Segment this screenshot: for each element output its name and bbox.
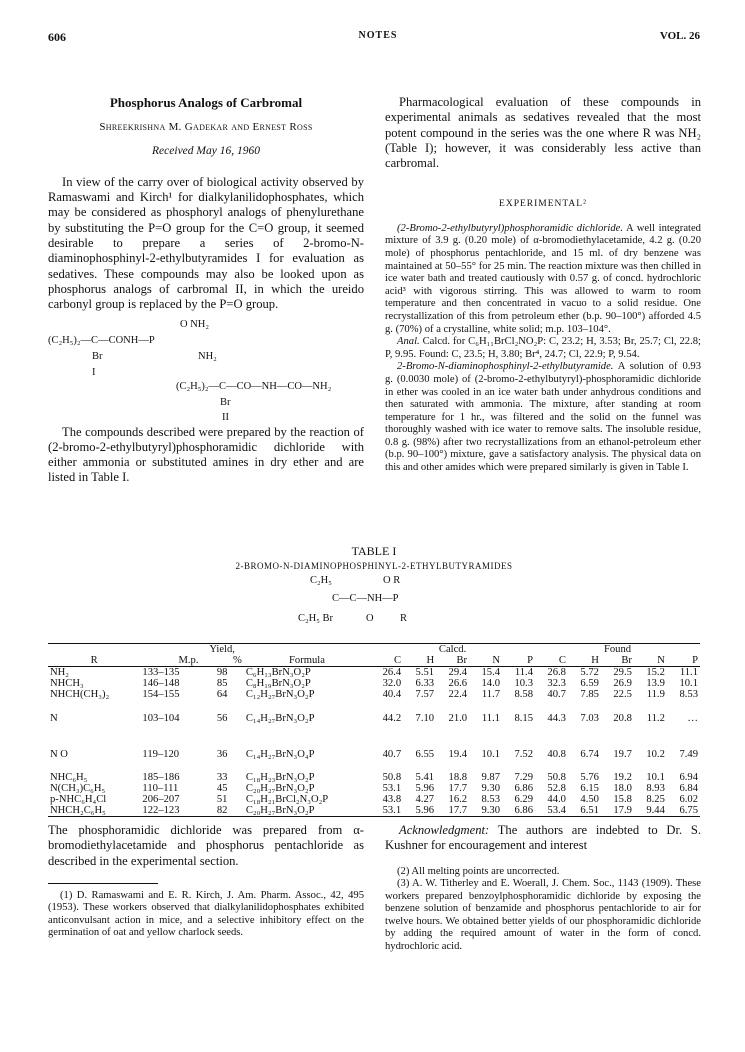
table-cell: 9.30: [481, 783, 501, 794]
table-cell: C₁₂H₂₇BrN₃O₂P: [245, 689, 315, 700]
table-cell: 17.7: [448, 805, 468, 816]
table-cell: 56: [216, 712, 228, 724]
table-cell: 17.7: [448, 783, 468, 794]
table-cell: C₆H₁₃BrN₃O₂P: [245, 667, 311, 678]
table-cell: 6.59: [580, 678, 599, 689]
table-cell: 7.85: [580, 689, 599, 700]
table-cell: 103–104: [142, 712, 180, 724]
article-title: Phosphorus Analogs of Carbromal: [109, 95, 303, 110]
table-cell: 9.30: [481, 805, 501, 816]
table-cell: 10.1: [646, 772, 665, 783]
running-head: NOTES: [358, 30, 398, 41]
table-cell: 40.7: [382, 748, 402, 760]
experimental-heading: EXPERIMENTAL²: [499, 199, 587, 210]
experimental-body: [385, 223, 701, 475]
table-cell: 15.2: [646, 667, 665, 678]
struct1-top: O NH₂: [180, 318, 210, 330]
table-cell: C₁₄H₂₇BrN₃O₂P: [245, 712, 315, 724]
exp-paragraph-1: [385, 223, 701, 336]
table-cell: 44.2: [382, 712, 402, 724]
footnote-rule: [48, 883, 158, 884]
table-cell: 8.58: [514, 689, 533, 700]
footnote-3: (3) A. W. Titherley and E. Woerall, J. Chem. Soc., 1143 (1909). These workers prepared benzoylphosphoramidic dichloride by exposing the benzene solution of benzamide and phosphorus pentachloride to air for twelve hours. We obtained better yields of our phosphoramidic dichloride by adding the required amount of water in the form of concd. hydrochloric acid.: [385, 878, 701, 952]
table-cell: 8.93: [646, 783, 665, 794]
column-header-row: [48, 655, 700, 667]
exp-paragraph-3: [385, 361, 701, 474]
table-cell: 185–186: [142, 772, 180, 783]
cell-r: NHCH₃: [50, 678, 84, 689]
pharmacology-paragraph: Pharmacological evaluation of these compounds in experimental animals as sedatives revealed that the most potent compound in the series was the one where R was NH₂ (Table I); however, it was considerably less active than carbromal.: [385, 95, 701, 171]
table-cell: 5.72: [580, 667, 599, 678]
table-cell: C₁₄H₂₇BrN₃O₄P: [245, 748, 315, 760]
table-cell: 33: [216, 772, 228, 783]
table-cell: 11.4: [514, 667, 533, 678]
table-cell: 10.3: [514, 678, 533, 689]
table-cell: 10.2: [646, 748, 665, 760]
column-header: M.p.: [178, 655, 199, 666]
table-cell: 5.96: [415, 805, 435, 816]
table-cell: 6.84: [679, 783, 698, 794]
table-cell: 19.4: [448, 748, 468, 760]
table-row: [48, 689, 700, 700]
table-cell: 6.86: [514, 805, 533, 816]
footnotes-right: [385, 866, 701, 954]
table-cell: 53.1: [382, 783, 402, 794]
table-row: [48, 783, 700, 794]
tstruct-a: C₂H₅: [310, 575, 332, 586]
table-structure: [48, 571, 700, 643]
struct1-nh2: NH₂: [198, 350, 217, 362]
table-cell: 22.5: [613, 689, 632, 700]
table-cell: 6.51: [580, 805, 599, 816]
table-cell: 122–123: [142, 805, 180, 816]
column-header: N: [657, 655, 665, 666]
table-cell: 5.96: [415, 783, 435, 794]
page-number: 606: [48, 30, 66, 44]
dichloride-note: The phosphoramidic dichloride was prepared from α-bromodiethylacetamide and phosphorus pentachloride as described in the experimental section.: [48, 823, 364, 868]
table-cell: 6.55: [415, 748, 435, 760]
tstruct-f: R: [400, 613, 408, 624]
table-cell: 82: [216, 805, 228, 816]
table-cell: 10.1: [679, 678, 698, 689]
table-cell: 19.2: [613, 772, 632, 783]
table-cell: 133–135: [142, 667, 180, 678]
table-cell: 17.9: [613, 805, 632, 816]
cell-r: NHCH(CH₃)₂: [50, 689, 110, 700]
table-cell: 9.44: [646, 805, 665, 816]
table-cell: 26.9: [613, 678, 632, 689]
table-cell: 11.1: [679, 667, 698, 678]
cell-r: NHC₆H₅: [50, 772, 88, 783]
table-cell: 7.49: [679, 748, 698, 760]
column-header: P: [692, 655, 698, 666]
structures-I-II: [48, 313, 364, 425]
footnote-2: (2) All melting points are uncorrected.: [397, 865, 560, 877]
article-authors: Shreekrishna M. Gadekar and Ernest Ross: [99, 121, 313, 134]
table-cell: 29.4: [448, 667, 468, 678]
table-title: TABLE I: [351, 544, 397, 558]
column-header: H: [426, 655, 435, 666]
table-cell: 206–207: [142, 794, 180, 805]
table-cell: 18.8: [448, 772, 468, 783]
table-cell: 40.8: [547, 748, 566, 760]
table-I: [48, 544, 700, 817]
exp-p3-title: 2-Bromo-N-diaminophosphinyl-2-ethylbutyramide.: [397, 361, 614, 373]
right-column: [385, 95, 701, 475]
table-cell: 7.10: [415, 712, 435, 724]
table-cell: 20.8: [613, 712, 632, 724]
tstruct-e: O: [366, 613, 374, 624]
column-header: %: [232, 655, 242, 666]
footnote-1: (1) D. Ramaswami and E. R. Kirch, J. Am. Pharm. Assoc., 42, 495 (1953). These workers observed that dialkylanilidophosphates exhibited anticonvulsant action in mice, and a selective inhibitory effect on the germination of oat and yellow charlock seeds.: [48, 889, 364, 939]
table-cell: 26.4: [382, 667, 402, 678]
table-cell: C₂₀H₂₇BrN₃O₂P: [245, 805, 315, 816]
table-cell: 13.9: [646, 678, 665, 689]
table-cell: 7.57: [415, 689, 435, 700]
cell-r: NH₂: [50, 667, 69, 678]
table-cell: 7.29: [514, 772, 533, 783]
table-cell: 40.4: [382, 689, 402, 700]
intro-paragraph: In view of the carry over of biological activity observed by Ramaswami and Kirch¹ for dialkylanilidophosphates, which may be considered as phosphoryl analogs of phenylurethane by substituting the P=O group for the C=O group, it seemed desirable to prepare a series of 2-bromo-N-diaminophosphinyl-2-ethylbutyramides I for evaluation as sedatives. These compounds may also be looked upon as phosphorus analogs of carbromal II, in which the ureido carbonyl group is replaced by the P=O group.: [48, 174, 364, 312]
left-column: [48, 95, 364, 486]
exp-p3-text: A solution of 0.93 g. (0.0030 mole) of (2-bromo-2-ethylbutyryl)-phosphoramidic dichloride in ether was cooled in an ice water bath under anhydrous conditions and then saturated with ammonia. The mixture, after standing at room temperature for 1 hr., was filtered and the solid on the funnel was thoroughly washed with ice water to remove salts. The insoluble residue, 0.8 g. (98%) after two recrystallizations from an ethanol-petroleum ether (b.p. 90–100°) mixture, gave a satisfactory analysis. The physical data on this and other amides which were prepared similarly is given in Table I.: [385, 361, 701, 474]
table-cell: 19.7: [613, 748, 632, 760]
table-subtitle: 2-BROMO-N-DIAMINOPHOSPHINYL-2-ETHYLBUTYRAMIDES: [235, 561, 513, 571]
table-cell: 16.2: [448, 794, 468, 805]
table-cell: 45: [216, 783, 228, 794]
ack-title: Acknowledgment:: [399, 823, 490, 837]
table-cell: 85: [216, 678, 228, 689]
table-cell: 4.50: [580, 794, 599, 805]
received-date: Received May 16, 1960: [152, 144, 260, 157]
table-cell: …: [687, 712, 698, 724]
table-cell: 64: [216, 689, 228, 700]
table-cell: 36: [216, 748, 228, 760]
table-row: [48, 700, 700, 736]
table-cell: 9.87: [481, 772, 501, 783]
table-row: [48, 667, 700, 679]
table-cell: 5.76: [580, 772, 599, 783]
exp-paragraph-2: [385, 336, 701, 361]
table-cell: 119–120: [142, 748, 180, 760]
table-cell: 11.2: [646, 712, 665, 724]
table-cell: 11.9: [646, 689, 665, 700]
struct2-label: II: [222, 411, 229, 423]
table-cell: 22.4: [448, 689, 468, 700]
table-cell: 26.8: [547, 667, 566, 678]
table-cell: 154–155: [142, 689, 180, 700]
tstruct-d: C₂H₅ Br: [298, 613, 334, 624]
table-cell: 53.1: [382, 805, 402, 816]
table-cell: 8.53: [679, 689, 698, 700]
table-cell: 6.75: [679, 805, 698, 816]
table-cell: 11.1: [481, 712, 501, 724]
compounds-paragraph: The compounds described were prepared by the reaction of (2-bromo-2-ethylbutyryl)phosphoramidic dichloride with either ammonia or substituted amines in dry ether and are listed in Table I.: [48, 424, 364, 485]
cell-r: p-NHC₆H₄Cl: [50, 794, 107, 805]
table-cell: 110–111: [142, 783, 179, 794]
column-header: R: [90, 655, 98, 666]
column-header: Br: [621, 655, 632, 666]
table-row: [48, 736, 700, 772]
bottom-right: [385, 823, 701, 953]
table-cell: 10.1: [481, 748, 501, 760]
table-row: [48, 794, 700, 805]
table-cell: C₈H₁₉BrN₃O₂P: [245, 678, 311, 689]
struct2-br: Br: [220, 396, 231, 408]
column-header: Br: [456, 655, 468, 666]
table-cell: 50.8: [547, 772, 566, 783]
table-cell: 8.15: [514, 712, 533, 724]
table-cell: 44.3: [547, 712, 566, 724]
cell-r: N O: [50, 748, 68, 760]
data-table: [48, 643, 700, 817]
struct1-br: Br: [92, 350, 103, 362]
table-cell: 51: [216, 794, 228, 805]
column-header: N: [492, 655, 501, 666]
cell-r: N(CH₃)C₆H₅: [50, 783, 106, 794]
struct1-main: (C₂H₅)₂—C—CONH—P: [48, 334, 155, 346]
table-row: [48, 678, 700, 689]
column-header: H: [591, 655, 599, 666]
exp-p2-text: Calcd. for C₆H₁₁BrCl₂NO₂P: C, 23.2; H, 3.53; Br, 25.7; Cl, 22.8; P, 9.95. Found: C, 23.5; H, 3.80; Br⁴, 24.7; Cl, 22.9; P, 9.54.: [385, 336, 701, 360]
table-cell: 5.41: [415, 772, 435, 783]
table-row: [48, 772, 700, 783]
column-header: C: [394, 655, 402, 666]
table-cell: 6.02: [679, 794, 698, 805]
table-cell: 52.8: [547, 783, 566, 794]
tstruct-c: C—C—NH—P: [332, 593, 399, 604]
table-body: [48, 667, 700, 817]
table-cell: 6.29: [514, 794, 533, 805]
column-header: C: [558, 655, 566, 666]
volume-label: VOL. 26: [659, 30, 700, 42]
table-cell: 6.15: [580, 783, 599, 794]
struct1-label: I: [92, 366, 96, 378]
table-row: [48, 805, 700, 817]
table-cell: 53.4: [547, 805, 566, 816]
table-cell: 15.8: [613, 794, 632, 805]
tstruct-b: O R: [383, 575, 401, 586]
ack-text: The authors are indebted to Dr. S. Kushner for encouragement and interest: [385, 823, 701, 853]
header-found: Found: [603, 644, 632, 655]
column-header: P: [527, 655, 533, 666]
footnotes-left: [48, 890, 364, 940]
table-cell: 32.0: [382, 678, 402, 689]
table-cell: 8.25: [646, 794, 665, 805]
table-cell: C₁₈H₂₃BrN₃O₂P: [245, 772, 315, 783]
column-header: Formula: [289, 655, 325, 666]
table-cell: 6.33: [415, 678, 435, 689]
table-cell: 6.94: [679, 772, 698, 783]
bottom-left: [48, 823, 364, 940]
table-cell: 8.53: [481, 794, 501, 805]
table-cell: C₁₈H₂₁BrCl₂N₃O₂P: [245, 794, 329, 805]
table-cell: 29.5: [613, 667, 632, 678]
table-cell: 43.8: [382, 794, 402, 805]
table-cell: C₂₀H₂₇BrN₃O₂P: [245, 783, 315, 794]
table-cell: 4.27: [415, 794, 435, 805]
table-cell: 32.3: [547, 678, 566, 689]
table-cell: 98: [216, 667, 228, 678]
table-cell: 40.7: [547, 689, 566, 700]
cell-r: N: [50, 712, 58, 724]
table-cell: 5.51: [415, 667, 435, 678]
exp-p2-title: Anal.: [397, 336, 420, 348]
table-cell: 14.0: [481, 678, 501, 689]
table-cell: 7.52: [514, 748, 533, 760]
table-cell: 15.4: [481, 667, 501, 678]
acknowledgment: [385, 823, 701, 854]
header-calcd: Calcd.: [438, 644, 467, 655]
cell-r: NHCH₂C₆H₅: [50, 805, 106, 816]
table-cell: 7.03: [580, 712, 599, 724]
table-cell: 6.86: [514, 783, 533, 794]
header-yield: Yield,: [209, 644, 235, 655]
table-cell: 18.0: [613, 783, 632, 794]
table-cell: 146–148: [142, 678, 180, 689]
table-cell: 21.0: [448, 712, 468, 724]
struct2-main: (C₂H₅)₂—C—CO—NH—CO—NH₂: [176, 380, 332, 392]
table-cell: 44.0: [547, 794, 566, 805]
exp-p1-title: (2-Bromo-2-ethylbutyryl)phosphoramidic dichloride.: [397, 222, 623, 234]
table-cell: 11.7: [481, 689, 501, 700]
table-cell: 26.6: [448, 678, 468, 689]
exp-p1-text: A well integrated mixture of 3.9 g. (0.20 mole) of α-bromodiethylacetamide, 4.2 g. (0.20 mole) of phosphorus pentachloride, and 15 ml. of dry benzene was maintained at 50–55° for 25 min. The reaction mixture was then chilled in ice water bath and treated cautiously with 0.57 g. of concd. hydrochloric acid³ with vigorous stirring. This was allowed to warm to room temperature and then concentrated in vacuo to a solid residue. One recrystallization of this from petroleum ether (b.p. 90–100°) afforded 4.5 g. (70%) of a crystalline, white solid; m.p. 103–104°.: [385, 222, 701, 335]
table-cell: 6.74: [580, 748, 599, 760]
table-cell: 50.8: [382, 772, 402, 783]
